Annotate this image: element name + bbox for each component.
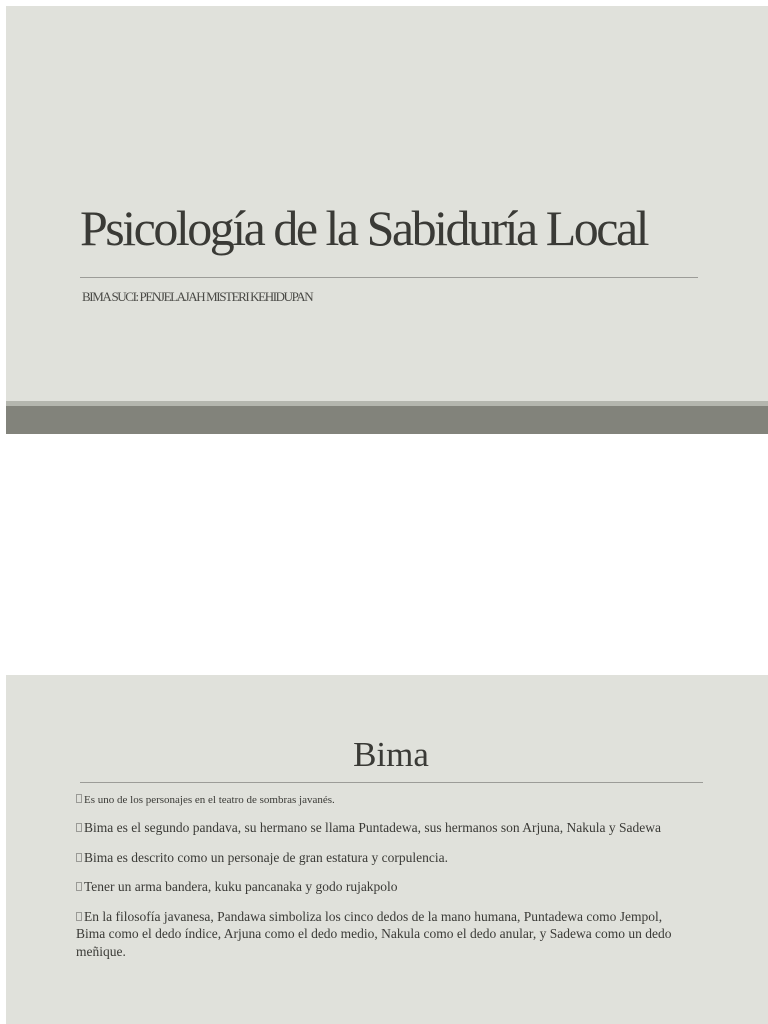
title-divider <box>80 782 703 783</box>
bullet-icon <box>76 794 82 803</box>
footer-band-dark <box>6 406 768 434</box>
slide-title: Bima <box>353 735 429 774</box>
bullet-text: Tener un arma bandera, kuku pancanaka y godo rujakpolo <box>84 879 398 894</box>
bullet-list <box>76 793 686 972</box>
title-slide <box>6 6 768 434</box>
bullet-icon <box>76 823 82 832</box>
slide-subtitle: BIMA SUCI: PENJELAJAH MISTERI KEHIDUPAN <box>82 289 313 304</box>
bullet-text: Bima es descrito como un personaje de gran estatura y corpulencia. <box>84 849 448 865</box>
content-slide <box>6 675 768 1024</box>
list-item <box>76 793 686 807</box>
list-item <box>76 819 686 837</box>
bullet-text: Es uno de los personajes en el teatro de sombras javanés. <box>84 794 335 806</box>
list-item <box>76 878 686 896</box>
list-item <box>76 849 686 867</box>
slide-title: Psicología de la Sabiduría Local <box>80 200 648 256</box>
bullet-text: Bima es el segundo pandava, su hermano se llama Puntadewa, sus hermanos son Arjuna, Nakula y Sadewa <box>84 820 661 835</box>
list-item <box>76 908 686 961</box>
bullet-icon <box>76 882 82 891</box>
title-divider <box>80 277 698 278</box>
bullet-text: En la filosofía javanesa, Pandawa simboliza los cinco dedos de la mano humana, Puntadewa como Jempol, Bima como el dedo índice, Arjuna como el dedo medio, Nakula como el dedo anular, y Sadewa como un dedo meñique. <box>76 908 672 959</box>
bullet-icon <box>76 853 82 862</box>
bullet-icon <box>76 912 82 921</box>
